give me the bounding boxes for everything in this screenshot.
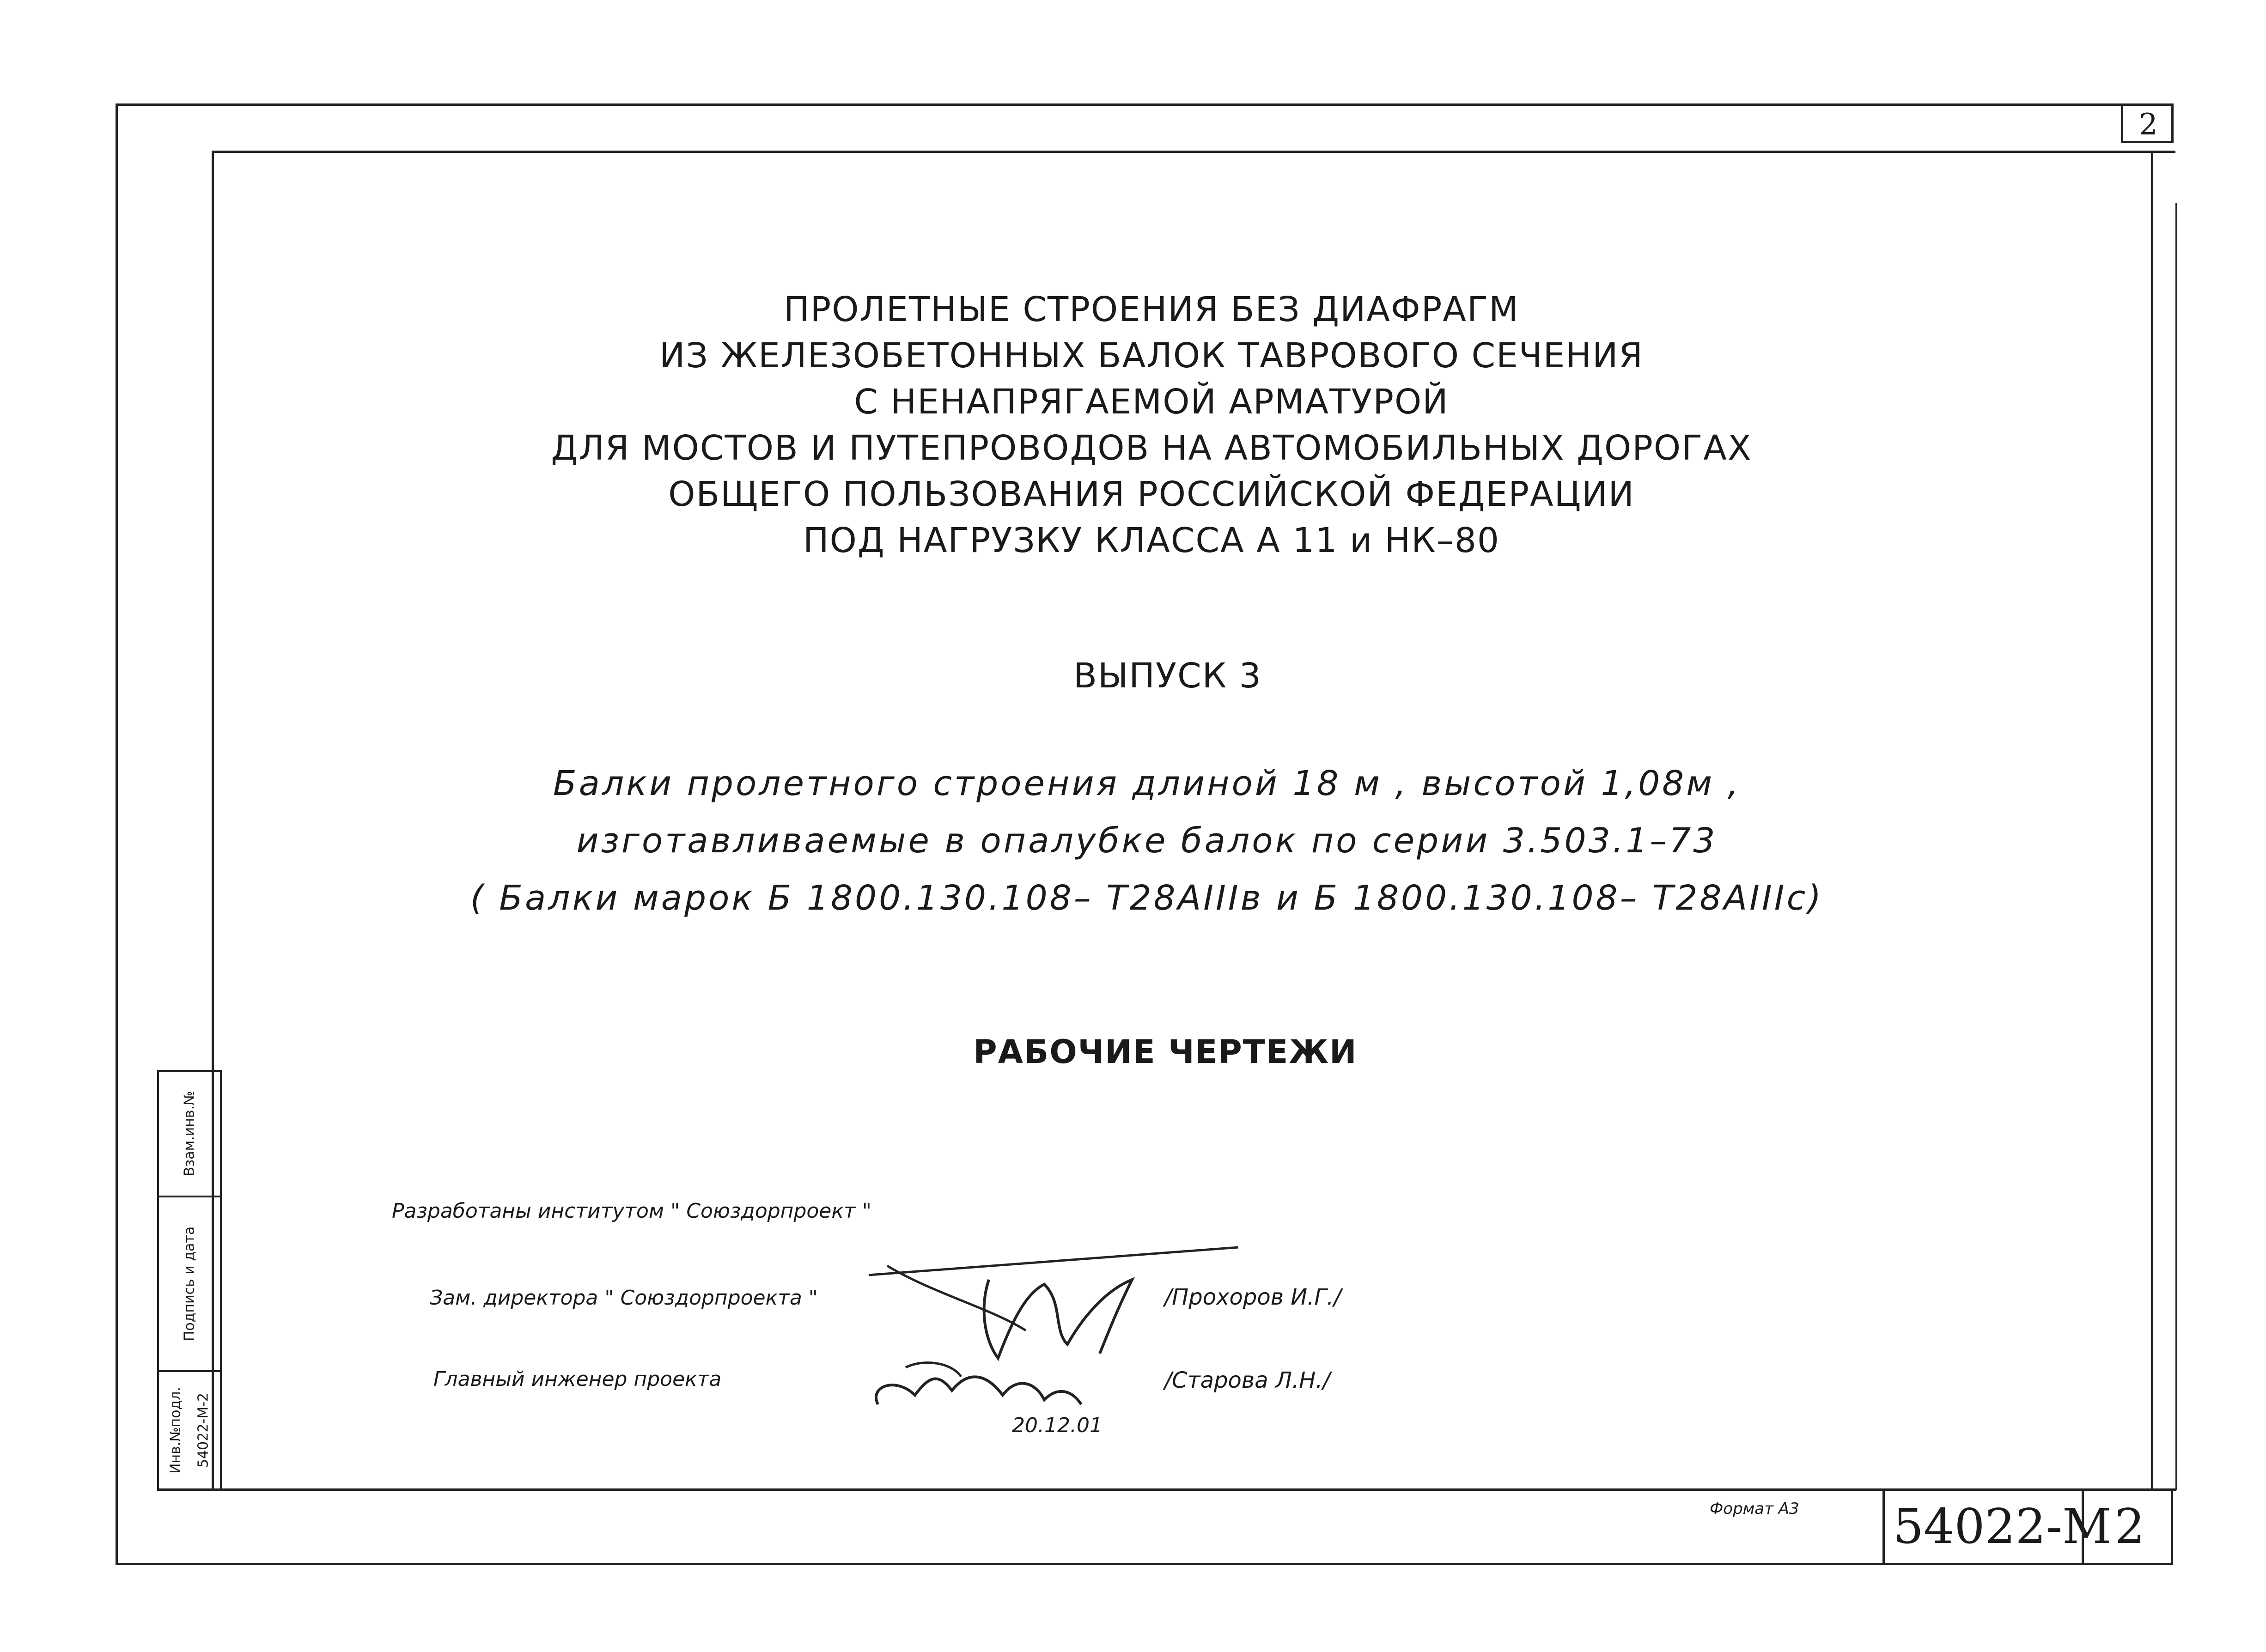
description-line: изготавливаемые в опалубке балок по серии 3.503.1–73 bbox=[576, 821, 1718, 861]
stamp-code-box bbox=[1882, 1488, 2112, 1565]
side-cell-sign-date bbox=[157, 1196, 222, 1372]
description-line: ( Балки марок Б 1800.130.108– Т28АIIIв и Б 1800.130.108– Т28АIIIс) bbox=[470, 878, 1824, 918]
working-drawings-heading: РАБОЧИЕ ЧЕРТЕЖИ bbox=[973, 1033, 1358, 1071]
inner-frame-bottom bbox=[157, 1488, 2176, 1491]
title-line: С НЕНАПРЯГАЕМОЙ АРМАТУРОЙ bbox=[854, 382, 1449, 422]
replace-inv-label: Взам.инв.№ bbox=[181, 1091, 198, 1177]
signature-role: Зам. директора " Союздорпроекта " bbox=[430, 1286, 818, 1310]
inv-no-value: 54022-М-2 bbox=[195, 1392, 212, 1468]
title-line: ПОД НАГРУЗКУ КЛАССА А 11 и НК–80 bbox=[803, 521, 1500, 560]
signature-role: Главный инженер проекта bbox=[433, 1367, 722, 1391]
side-cell-replace-inv bbox=[157, 1070, 222, 1197]
title-line: ПРОЛЕТНЫЕ СТРОЕНИЯ БЕЗ ДИАФРАГМ bbox=[784, 290, 1519, 329]
title-line: ИЗ ЖЕЛЕЗОБЕТОННЫХ БАЛОК ТАВРОВОГО СЕЧЕНИЯ bbox=[659, 336, 1644, 376]
signature-date: 20.12.01 bbox=[1012, 1414, 1103, 1437]
side-cell-inv-no bbox=[157, 1370, 222, 1490]
title-block bbox=[37, 286, 2266, 564]
stamp-code: 54022-М bbox=[1893, 1498, 2112, 1555]
outer-frame-bottom bbox=[116, 1563, 2172, 1565]
sheet-number-box bbox=[2121, 103, 2174, 143]
signature-name: /Прохоров И.Г./ bbox=[1164, 1284, 1341, 1310]
issue-number: ВЫПУСК 3 bbox=[1073, 656, 1262, 696]
title-line: ДЛЯ МОСТОВ И ПУТЕПРОВОДОВ НА АВТОМОБИЛЬНЫХ ДОРОГАХ bbox=[551, 428, 1752, 468]
developed-by: Разработаны институтом " Союздорпроект " bbox=[392, 1199, 871, 1223]
sign-date-label: Подпись и дата bbox=[181, 1226, 198, 1342]
stamp-sheet-box bbox=[2082, 1488, 2173, 1565]
format-label: Формат А3 bbox=[1710, 1500, 1799, 1518]
description-line: Балки пролетного строения длиной 18 м , высотой 1,08м , bbox=[553, 764, 1741, 803]
inv-no-label: Инв.№подл. bbox=[167, 1387, 184, 1474]
inner-frame-top bbox=[212, 151, 2175, 153]
title-line: ОБЩЕГО ПОЛЬЗОВАНИЯ РОССИЙСКОЙ ФЕДЕРАЦИИ bbox=[668, 474, 1635, 514]
outer-frame-top bbox=[116, 103, 2172, 106]
stamp-sheet: 2 bbox=[2114, 1498, 2145, 1555]
signature-name: /Старова Л.Н./ bbox=[1164, 1367, 1330, 1393]
sheet-number-top: 2 bbox=[2139, 108, 2158, 142]
